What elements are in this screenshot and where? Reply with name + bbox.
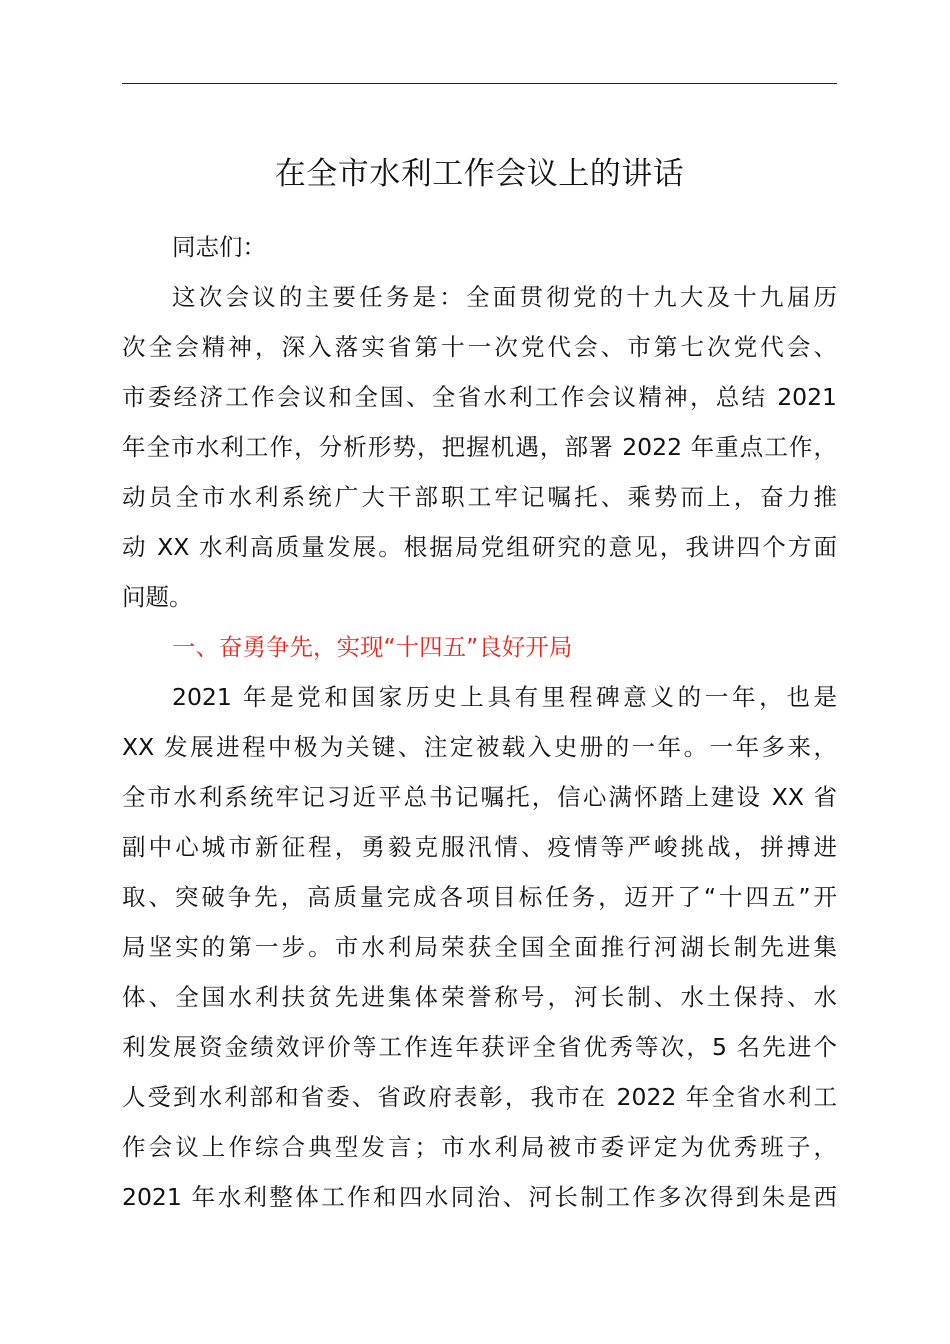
header-rule	[122, 83, 837, 84]
paragraph-line: 体、全国水利扶贫先进集体荣誉称号，河长制、水土保持、水	[122, 983, 837, 1011]
paragraph-line: 取、突破争先，高质量完成各项目标任务，迈开了“十四五”开	[122, 883, 837, 911]
paragraph-line: 次全会精神，深入落实省第十一次党代会、市第七次党代会、	[122, 333, 837, 361]
paragraph-line: 局坚实的第一步。市水利局荣获全国全面推行河湖长制先进集	[122, 933, 837, 961]
paragraph-line: 2021 年水利整体工作和四水同治、河长制工作多次得到朱是西	[122, 1183, 837, 1211]
paragraph-line: 动 XX 水利高质量发展。根据局党组研究的意见，我讲四个方面	[122, 533, 837, 561]
paragraph-line: 全市水利系统牢记习近平总书记嘱托，信心满怀踏上建设 XX 省	[122, 783, 837, 811]
paragraph-line: 这次会议的主要任务是：全面贯彻党的十九大及十九届历	[172, 283, 837, 311]
document-body	[122, 222, 837, 1222]
document-title: 在全市水利工作会议上的讲话	[274, 156, 685, 192]
paragraph-line: 年全市水利工作，分析形势，把握机遇，部署 2022 年重点工作，	[122, 433, 837, 461]
paragraph-line: XX 发展进程中极为关键、注定被载入史册的一年。一年多来，	[122, 733, 837, 761]
paragraph-line: 市委经济工作会议和全国、全省水利工作会议精神，总结 2021	[122, 383, 837, 411]
paragraph-line: 2021 年是党和国家历史上具有里程碑意义的一年，也是	[172, 683, 837, 711]
paragraph-line: 利发展资金绩效评价等工作连年获评全省优秀等次，5 名先进个	[122, 1033, 837, 1061]
paragraph-line: 动员全市水利系统广大干部职工牢记嘱托、乘势而上，奋力推	[122, 483, 837, 511]
paragraph-line: 副中心城市新征程，勇毅克服汛情、疫情等严峻挑战，拼搏进	[122, 833, 837, 861]
section-heading: 一、奋勇争先，实现“十四五”良好开局	[172, 633, 573, 661]
salutation: 同志们：	[172, 233, 266, 261]
paragraph-line: 作会议上作综合典型发言；市水利局被市委评定为优秀班子，	[122, 1133, 837, 1161]
paragraph-line: 人受到水利部和省委、省政府表彰，我市在 2022 年全省水利工	[122, 1083, 837, 1111]
paragraph-line: 问题。	[122, 583, 193, 611]
